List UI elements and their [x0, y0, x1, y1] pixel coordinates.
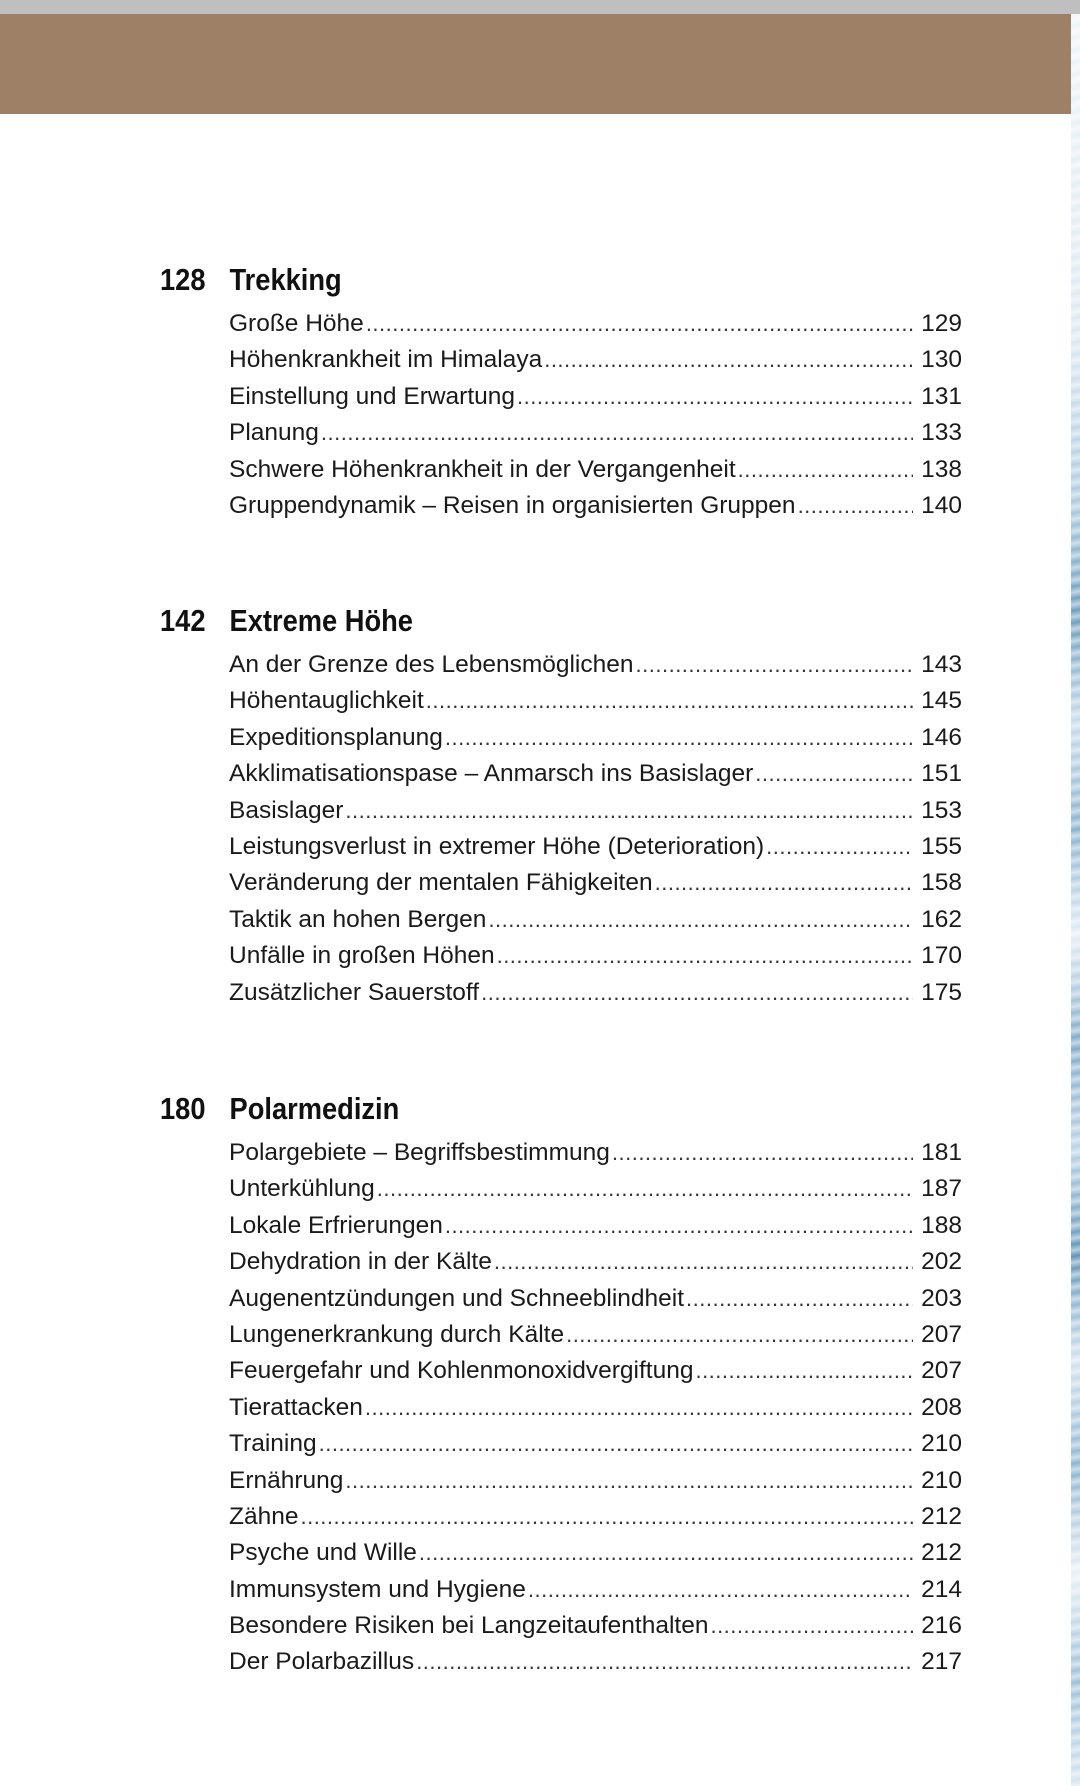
entry-list	[160, 651, 962, 1015]
toc-entry	[229, 651, 962, 687]
toc-entry	[229, 833, 962, 869]
entry-title: Unterkühlung	[229, 1175, 375, 1203]
entry-page-number: 146	[921, 723, 962, 751]
entry-list	[160, 1139, 962, 1685]
entry-page-number: 207	[921, 1357, 962, 1385]
toc-entry	[229, 1175, 962, 1211]
entry-page-number: 203	[921, 1284, 962, 1312]
entry-page-number: 133	[921, 419, 962, 447]
right-edge-image-strip	[1071, 14, 1080, 1786]
entry-page-number: 181	[921, 1139, 962, 1166]
dot-leader	[345, 1468, 913, 1494]
entry-page-number: 210	[921, 1466, 962, 1494]
entry-title: Der Polarbazillus	[229, 1648, 415, 1676]
toc-entry	[229, 760, 962, 796]
section-title: Trekking	[229, 262, 342, 297]
entry-page-number: 212	[921, 1502, 962, 1530]
toc-section	[160, 262, 962, 528]
entry-page-number: 162	[921, 905, 962, 933]
entry-page-number: 140	[921, 491, 962, 519]
toc-entry	[229, 1285, 962, 1321]
entry-page-number: 129	[921, 310, 962, 337]
dot-leader	[798, 493, 914, 519]
section-heading	[160, 1091, 866, 1131]
entry-page-number: 212	[921, 1539, 962, 1567]
entry-title: Veränderung der mentalen Fähigkeiten	[229, 869, 653, 897]
entry-title: Polargebiete – Begriffsbestimmung	[229, 1139, 610, 1166]
entry-title: Höhentauglichkeit	[229, 687, 424, 715]
toc-entry	[229, 419, 962, 455]
entry-page-number: 138	[921, 455, 962, 483]
toc-entry	[229, 1576, 962, 1612]
toc-entry	[229, 310, 962, 346]
entry-page-number: 202	[921, 1248, 962, 1276]
dot-leader	[655, 870, 914, 896]
toc-entry	[229, 1248, 962, 1284]
entry-page-number: 207	[921, 1320, 962, 1348]
top-gray-strip	[0, 0, 1080, 14]
dot-leader	[488, 907, 913, 933]
entry-title: Zusätzlicher Sauerstoff	[229, 978, 480, 1006]
entry-title: Expeditionsplanung	[229, 723, 443, 751]
dot-leader	[636, 652, 914, 678]
dot-leader	[695, 1358, 913, 1384]
entry-page-number: 145	[921, 687, 962, 715]
dot-leader	[321, 420, 913, 446]
entry-page-number: 158	[921, 869, 962, 897]
dot-leader	[528, 1577, 913, 1603]
section-page-number: 128	[160, 262, 206, 297]
entry-title: Tierattacken	[229, 1393, 363, 1421]
entry-title: Augenentzündungen und Schneeblindheit	[229, 1284, 685, 1312]
entry-title: Besondere Risiken bei Langzeitaufenthalten	[229, 1612, 709, 1640]
dot-leader	[445, 1213, 913, 1239]
dot-leader	[319, 1431, 914, 1457]
toc-entry	[229, 456, 962, 492]
toc-entry	[229, 1648, 962, 1684]
entry-page-number: 216	[921, 1612, 962, 1640]
dot-leader	[710, 1613, 913, 1639]
entry-list	[160, 310, 962, 528]
entry-title: Leistungsverlust in extremer Höhe (Deterioration)	[229, 832, 765, 860]
dot-leader	[300, 1504, 913, 1530]
dot-leader	[517, 384, 913, 410]
dot-leader	[738, 457, 913, 483]
dot-leader	[612, 1140, 913, 1166]
dot-leader	[366, 311, 913, 337]
entry-page-number: 187	[921, 1175, 962, 1203]
dot-leader	[365, 1395, 913, 1421]
entry-page-number: 151	[921, 760, 962, 788]
entry-title: Akklimatisationspase – Anmarsch ins Basislager	[229, 760, 754, 788]
entry-title: Training	[229, 1430, 317, 1458]
dot-leader	[416, 1649, 913, 1675]
entry-title: Taktik an hohen Bergen	[229, 905, 487, 933]
toc-entry	[229, 942, 962, 978]
entry-title: Höhenkrankheit im Himalaya	[229, 346, 543, 374]
toc-entry	[229, 492, 962, 528]
entry-page-number: 175	[921, 978, 962, 1006]
entry-title: Psyche und Wille	[229, 1539, 417, 1567]
dot-leader	[377, 1176, 913, 1202]
entry-page-number: 130	[921, 346, 962, 374]
dot-leader	[419, 1540, 913, 1566]
entry-title: Dehydration in der Kälte	[229, 1248, 492, 1276]
entry-title: Große Höhe	[229, 310, 364, 337]
entry-title: Basislager	[229, 796, 344, 824]
entry-title: Schwere Höhenkrankheit in der Vergangenheit	[229, 455, 736, 483]
toc-entry	[229, 1357, 962, 1393]
toc-entry	[229, 1321, 962, 1357]
toc-entry	[229, 687, 962, 723]
dot-leader	[345, 798, 913, 824]
toc-entry	[229, 1539, 962, 1575]
entry-page-number: 170	[921, 942, 962, 970]
entry-title: Zähne	[229, 1502, 299, 1530]
toc-entry	[229, 869, 962, 905]
entry-title: Planung	[229, 419, 319, 447]
toc-section	[160, 603, 962, 1015]
dot-leader	[426, 688, 913, 714]
entry-page-number: 214	[921, 1575, 962, 1603]
toc-entry	[229, 346, 962, 382]
section-heading	[160, 262, 866, 302]
entry-page-number: 143	[921, 651, 962, 678]
dot-leader	[481, 980, 913, 1006]
entry-title: Unfälle in großen Höhen	[229, 942, 495, 970]
entry-page-number: 210	[921, 1430, 962, 1458]
entry-title: Lokale Erfrierungen	[229, 1211, 443, 1239]
toc-entry	[229, 724, 962, 760]
toc-entry	[229, 383, 962, 419]
entry-title: Immunsystem und Hygiene	[229, 1575, 526, 1603]
toc-entry	[229, 797, 962, 833]
entry-title: An der Grenze des Lebensmöglichen	[229, 651, 634, 678]
toc-entry	[229, 1503, 962, 1539]
header-color-band	[0, 14, 1071, 114]
entry-title: Ernährung	[229, 1466, 344, 1494]
entry-page-number: 217	[921, 1648, 962, 1676]
section-page-number: 180	[160, 1091, 206, 1126]
entry-page-number: 131	[921, 382, 962, 410]
entry-page-number: 153	[921, 796, 962, 824]
toc-entry	[229, 1139, 962, 1175]
entry-page-number: 208	[921, 1393, 962, 1421]
entry-title: Feuergefahr und Kohlenmonoxidvergiftung	[229, 1357, 694, 1385]
toc-entry	[229, 1612, 962, 1648]
toc-entry	[229, 1212, 962, 1248]
section-page-number: 142	[160, 603, 206, 638]
dot-leader	[544, 347, 913, 373]
entry-title: Gruppendynamik – Reisen in organisierten Gruppen	[229, 491, 796, 519]
section-title: Extreme Höhe	[229, 603, 413, 638]
dot-leader	[755, 761, 913, 787]
entry-title: Einstellung und Erwartung	[229, 382, 516, 410]
entry-title: Lungenerkrankung durch Kälte	[229, 1320, 565, 1348]
dot-leader	[686, 1286, 913, 1312]
entry-page-number: 155	[921, 832, 962, 860]
dot-leader	[445, 725, 913, 751]
toc-entry	[229, 979, 962, 1015]
toc-entry	[229, 1467, 962, 1503]
toc-entry	[229, 1430, 962, 1466]
toc-section	[160, 1091, 962, 1685]
dot-leader	[497, 943, 914, 969]
section-title: Polarmedizin	[229, 1091, 400, 1126]
section-heading	[160, 603, 866, 643]
dot-leader	[766, 834, 913, 860]
dot-leader	[494, 1249, 913, 1275]
entry-page-number: 188	[921, 1211, 962, 1239]
dot-leader	[566, 1322, 913, 1348]
toc-entry	[229, 906, 962, 942]
toc-entry	[229, 1394, 962, 1430]
